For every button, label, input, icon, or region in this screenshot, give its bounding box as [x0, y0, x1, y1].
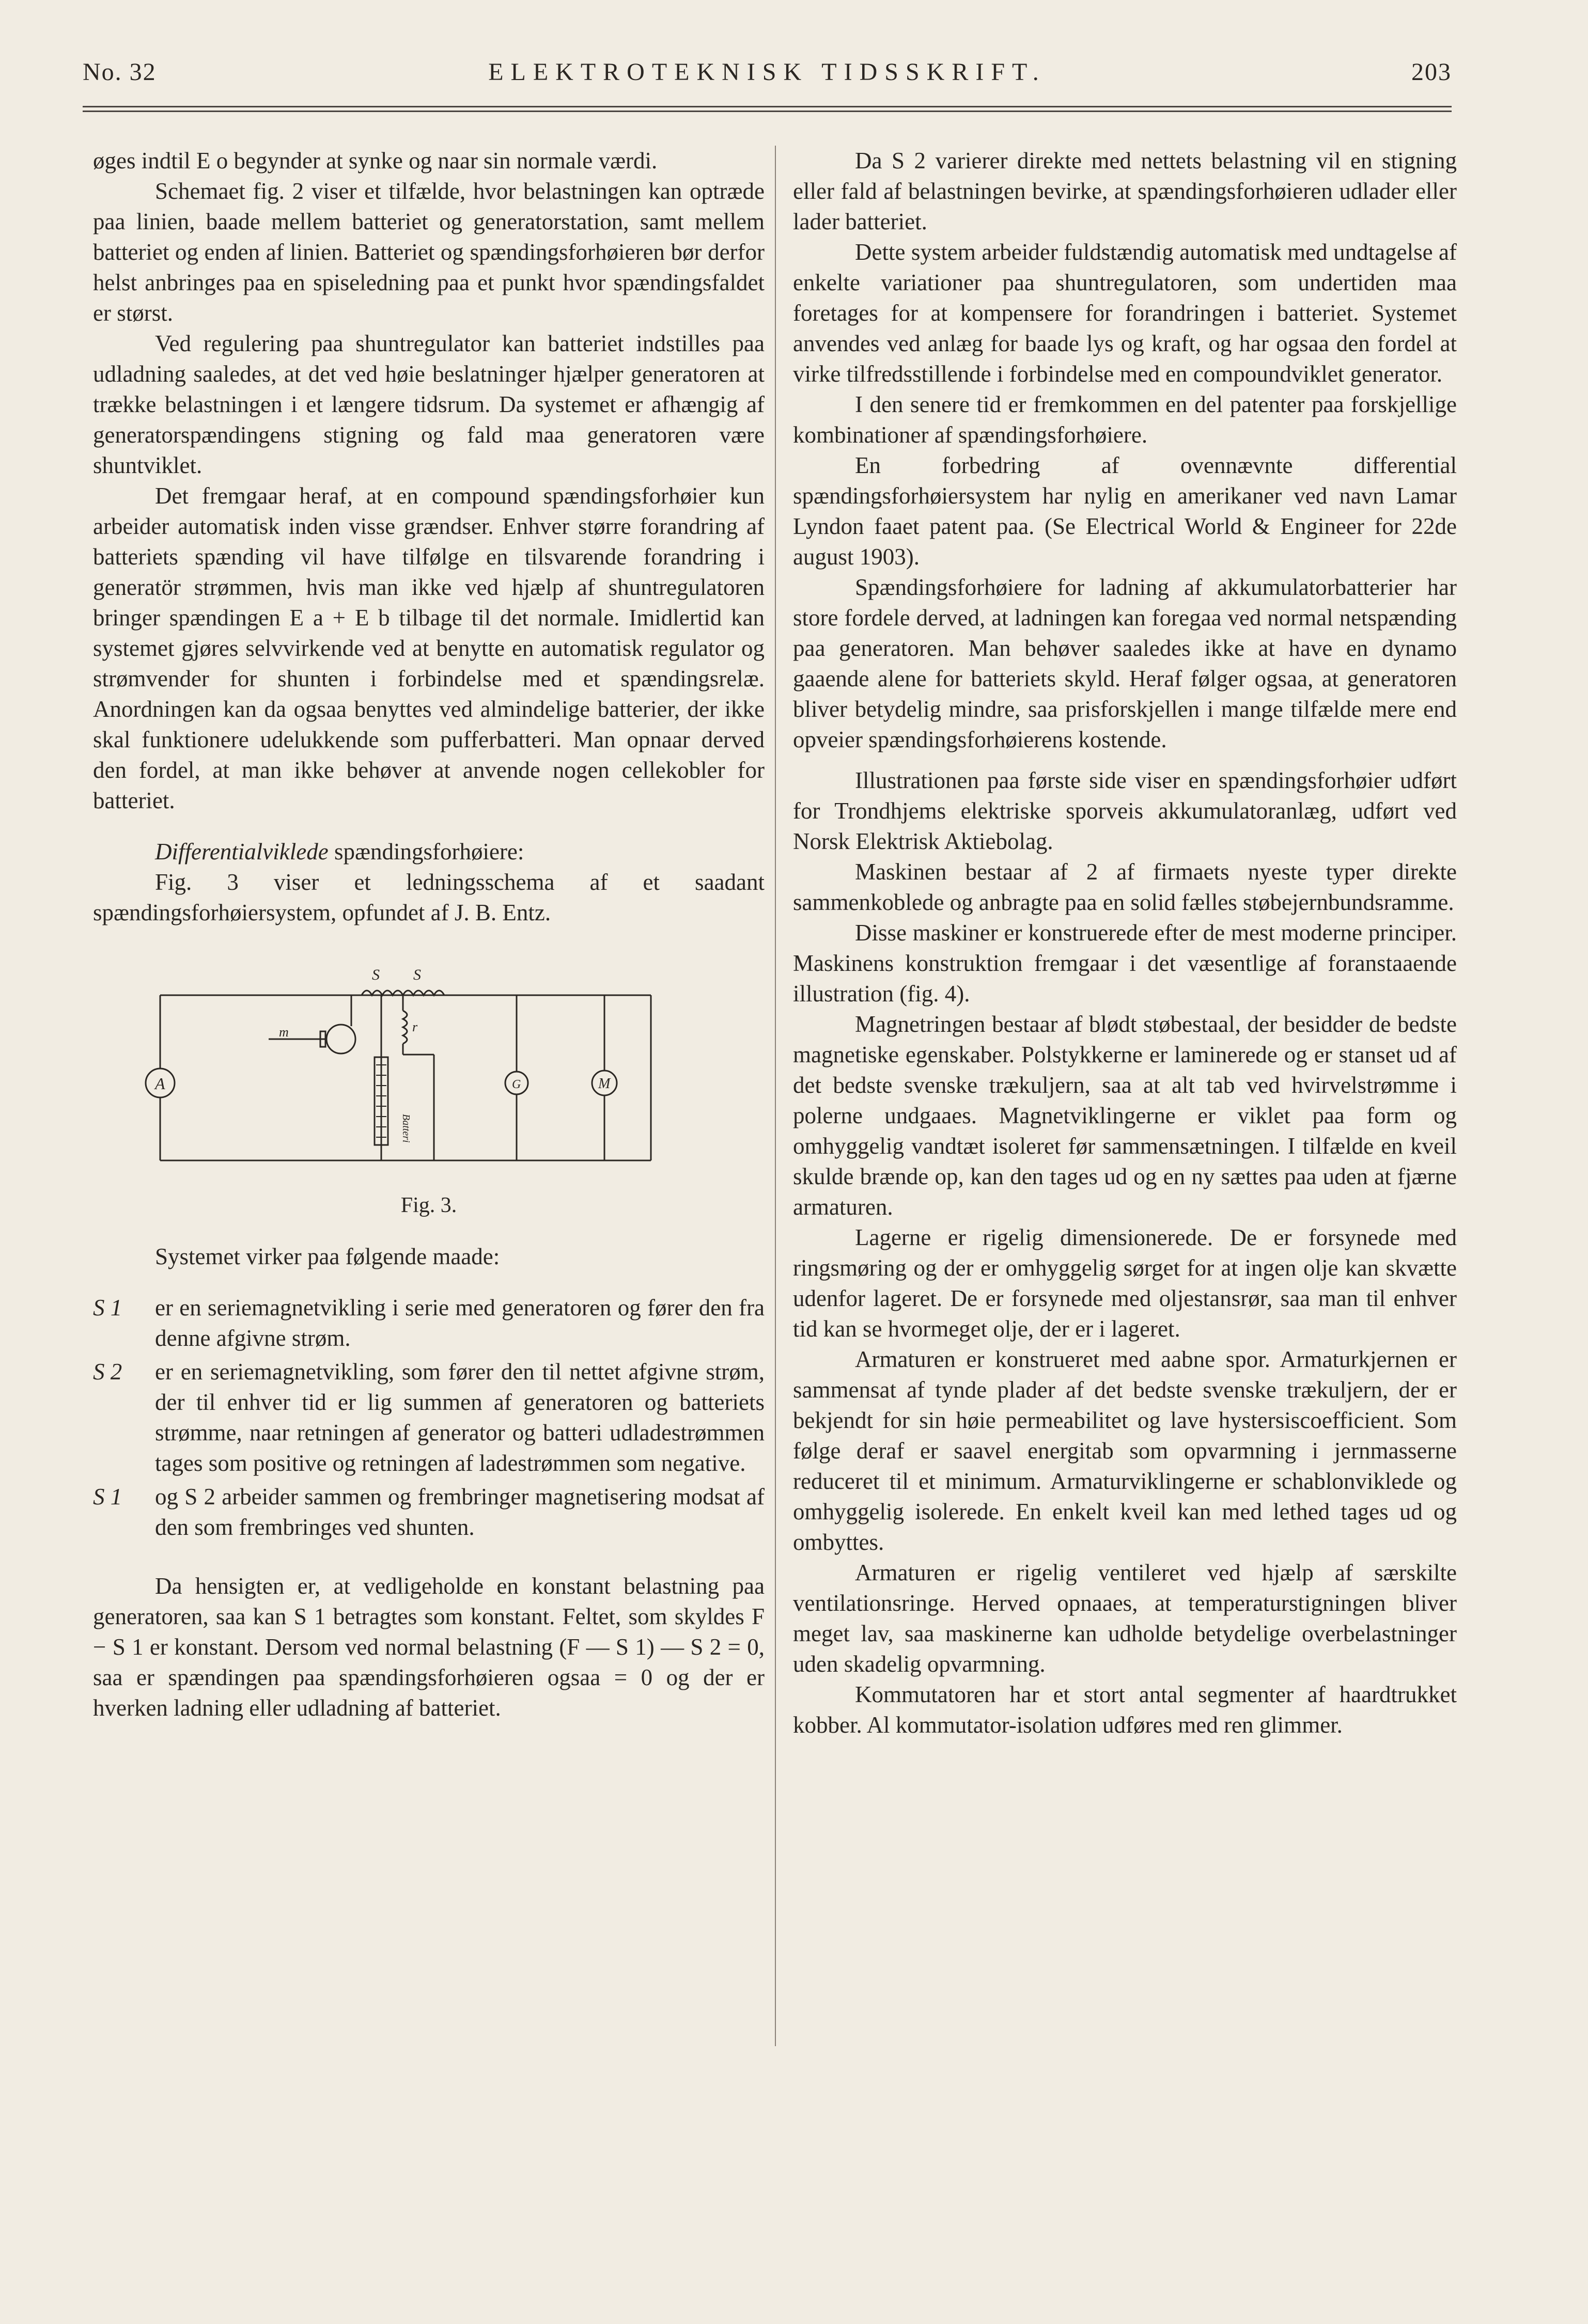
label-batteri: Batteri	[400, 1114, 412, 1143]
label-g: G	[512, 1078, 521, 1091]
definition-list	[93, 1293, 765, 1543]
paragraph: Det fremgaar heraf, at en compound spændingsforhøier kun arbeider automatisk inden visse grændser. Enhver større forandring af batteriets spænding vil have tilfølge en tilsvarende forandring i generatör strømmen, hvis man ikke ved hjælp af shuntregulatoren bringer spændingen E a + E b tilbage til det normale. Imidlertid kan systemet gjøres selvvirkende ved at benytte en automatisk regulator og strømvender for shunten i forbindelse med et spændingsrelæ. Anordningen kan da ogsaa benyttes ved almindelige batterier, der ikke skal funktionere udelukkende som pufferbatteri. Man opnaar derved den fordel, at man ikke behøver at anvende nogen cellekobler for batteriet.	[93, 483, 765, 813]
circuit-diagram-fig3	[93, 964, 765, 1181]
paragraph: Dette system arbeider fuldstændig automatisk med undtagelse af enkelte variationer paa shuntregulatoren, som undertiden maa foretages for at kompensere for forandringen i batteriet. Systemet anvendes ved anlæg for baade lys og kraft, og har ogsaa den fordel at virke tilfredsstillende i forbindelse med en compoundviklet generator.	[793, 239, 1457, 387]
paragraph: Schemaet fig. 2 viser et tilfælde, hvor belastningen kan optræde paa linien, baade mellem batteriet og generatorstation, samt mellem batteriet og enden af linien. Batteriet og spændingsforhøieren bør derfor helst anbringes paa en spiseledning paa et punkt hvor spændingsfaldet er størst.	[93, 178, 765, 326]
header-rule-bottom	[83, 111, 1452, 112]
label-s2: S	[413, 966, 421, 983]
paragraph: Ved regulering paa shuntregulator kan batteriet indstilles paa udladning saaledes, at det ved høie beslatninger hjælper generatoren at trække belastningen i et længere tidsrum. Da systemet er afhængig af generatorspændingens stigning og fald maa generatoren være shuntviklet.	[93, 331, 765, 478]
subheading-rest: spændingsforhøiere:	[328, 839, 524, 865]
page-number: 203	[1411, 58, 1452, 86]
right-column	[793, 146, 1457, 1740]
label-ammeter: A	[155, 1074, 165, 1093]
definition-text: og S 2 arbeider sammen og frembringer magnetisering modsat af den som frembringes ved shunten.	[155, 1484, 765, 1540]
definition-item	[93, 1482, 765, 1543]
running-header	[83, 58, 1452, 99]
paragraph: Lagerne er rigelig dimensionerede. De er forsynede med ringsmøring og der er omhyggelig sørget for at ingen olje kan skvætte udenfor lageret. De er forsynede med oljestansrør, saa man til enhver tid kan se hvormeget olje, der er i lageret.	[793, 1224, 1457, 1342]
definition-term: S 2	[93, 1359, 122, 1385]
column-divider	[775, 146, 776, 2046]
subheading	[93, 837, 765, 867]
label-m: m	[279, 1025, 289, 1040]
paragraph: Disse maskiner er konstruerede efter de mest moderne principer. Maskinens konstruktion fremgaar i det væsentlige af foranstaaende illustration (fig. 4).	[793, 920, 1457, 1007]
paragraph: I den senere tid er fremkommen en del patenter paa forskjellige kombinationer af spændingsforhøiere.	[793, 391, 1457, 448]
paragraph: Armaturen er konstrueret med aabne spor. Armaturkjernen er sammensat af tynde plader af det bedste svenske trækuljern, der er bekjendt for sin høie permeabilitet og lave hystersiscoefficient. Som følge deraf er saavel energitab som opvarmning i jernmasserne reduceret til et minimum. Armaturviklingerne er schablonviklede og omhyggelig isolerede. En enkelt kveil kan med lethed tages ud og ombyttes.	[793, 1346, 1457, 1555]
subheading-italic: Differentialviklede	[155, 839, 329, 865]
paragraph: Da hensigten er, at vedligeholde en konstant belastning paa generatoren, saa kan S 1 betragtes som konstant. Feltet, som skyldes F − S 1 er konstant. Dersom ved normal belastning (F — S 1) — S 2 = 0, saa er spændingen paa spændingsforhøieren ogsaa = 0 og der er hverken ladning eller udladning af batteriet.	[93, 1573, 765, 1721]
paragraph: Fig. 3 viser et ledningsschema af et saadant spændingsforhøiersystem, opfundet af J. B. Entz.	[93, 869, 765, 925]
paragraph: Systemet virker paa følgende maade:	[155, 1244, 500, 1269]
paragraph: Maskinen bestaar af 2 af firmaets nyeste typer direkte sammenkoblede og anbragte paa en solid fælles støbejernbundsramme.	[793, 859, 1457, 915]
paragraph: Da S 2 varierer direkte med nettets belastning vil en stigning eller fald af belastningen bevirke, at spændingsforhøieren udlader eller lader batteriet.	[793, 148, 1457, 234]
label-motor: M	[598, 1076, 611, 1092]
issue-number: No. 32	[83, 58, 157, 86]
paragraph: Armaturen er rigelig ventileret ved hjælp af særskilte ventilationsringe. Herved opnaaes, at temperaturstigningen bliver meget lav, saa maskinerne kan udholde betydelige overbelastninger uden skadelig opvarmning.	[793, 1560, 1457, 1677]
definition-item	[93, 1293, 765, 1354]
circuit-svg	[93, 964, 765, 1181]
definition-term: S 1	[93, 1484, 122, 1510]
paragraph: Illustrationen paa første side viser en spændingsforhøier udført for Trondhjems elektriske sporveis akkumulatoranlæg, udført ved Norsk Elektrisk Aktiebolag.	[793, 767, 1457, 854]
definition-text: er en seriemagnetvikling, som fører den til nettet afgivne strøm, der til enhver tid er lig summen af generatoren og batteriets strømme, naar retningen af generator og batteri udladestrømmen tages som positive og retningen af ladestrømmen som negative.	[155, 1359, 765, 1476]
header-rule-top	[83, 106, 1452, 107]
paragraph: øges indtil E o begynder at synke og naar sin normale værdi.	[93, 148, 658, 174]
paragraph: Magnetringen bestaar af blødt støbestaal, der besidder de bedste magnetiske egenskaber. Polstykkerne er laminerede og er stanset ud af det bedste svenske trækuljern, saa at alt tab ved hvirvelstrømme i polerne undgaaes. Magnetviklingerne er viklet paa form og omhyggelig vandtæt isoleret før sammensætningen. I tilfælde en kveil skulde brænde op, kan den tages ud og en ny sættes paa uden at fjærne armaturen.	[793, 1011, 1457, 1220]
paragraph: En forbedring af ovennævnte differential spændingsforhøiersystem har nylig en amerikaner ved navn Lamar Lyndon faaet patent paa. (Se Electrical World & Engineer for 22de august 1903).	[793, 452, 1457, 570]
journal-title: ELEKTROTEKNISK TIDSSKRIFT.	[488, 58, 1046, 86]
definition-text: er en seriemagnetvikling i serie med generatoren og fører den fra denne afgivne strøm.	[155, 1295, 765, 1351]
definition-item	[93, 1357, 765, 1479]
label-r: r	[412, 1019, 418, 1034]
label-s1: S	[372, 966, 380, 983]
paragraph: Spændingsforhøiere for ladning af akkumulatorbatterier har store fordele derved, at ladningen kan foregaa ved normal netspænding paa generatoren. Man behøver saaledes ikke at have en dynamo gaaende alene for batteriets skyld. Heraf følger ogsaa, at generatoren bliver betydelig mindre, saa prisforskjellen i mange tilfælde mere end opveier spændingsforhøierens kostende.	[793, 574, 1457, 752]
paragraph: Kommutatoren har et stort antal segmenter af haardtrukket kobber. Al kommutator-isolation udføres med ren glimmer.	[793, 1682, 1457, 1738]
definition-term: S 1	[93, 1295, 122, 1321]
left-column	[93, 146, 765, 1723]
figure-caption: Fig. 3.	[400, 1194, 457, 1217]
